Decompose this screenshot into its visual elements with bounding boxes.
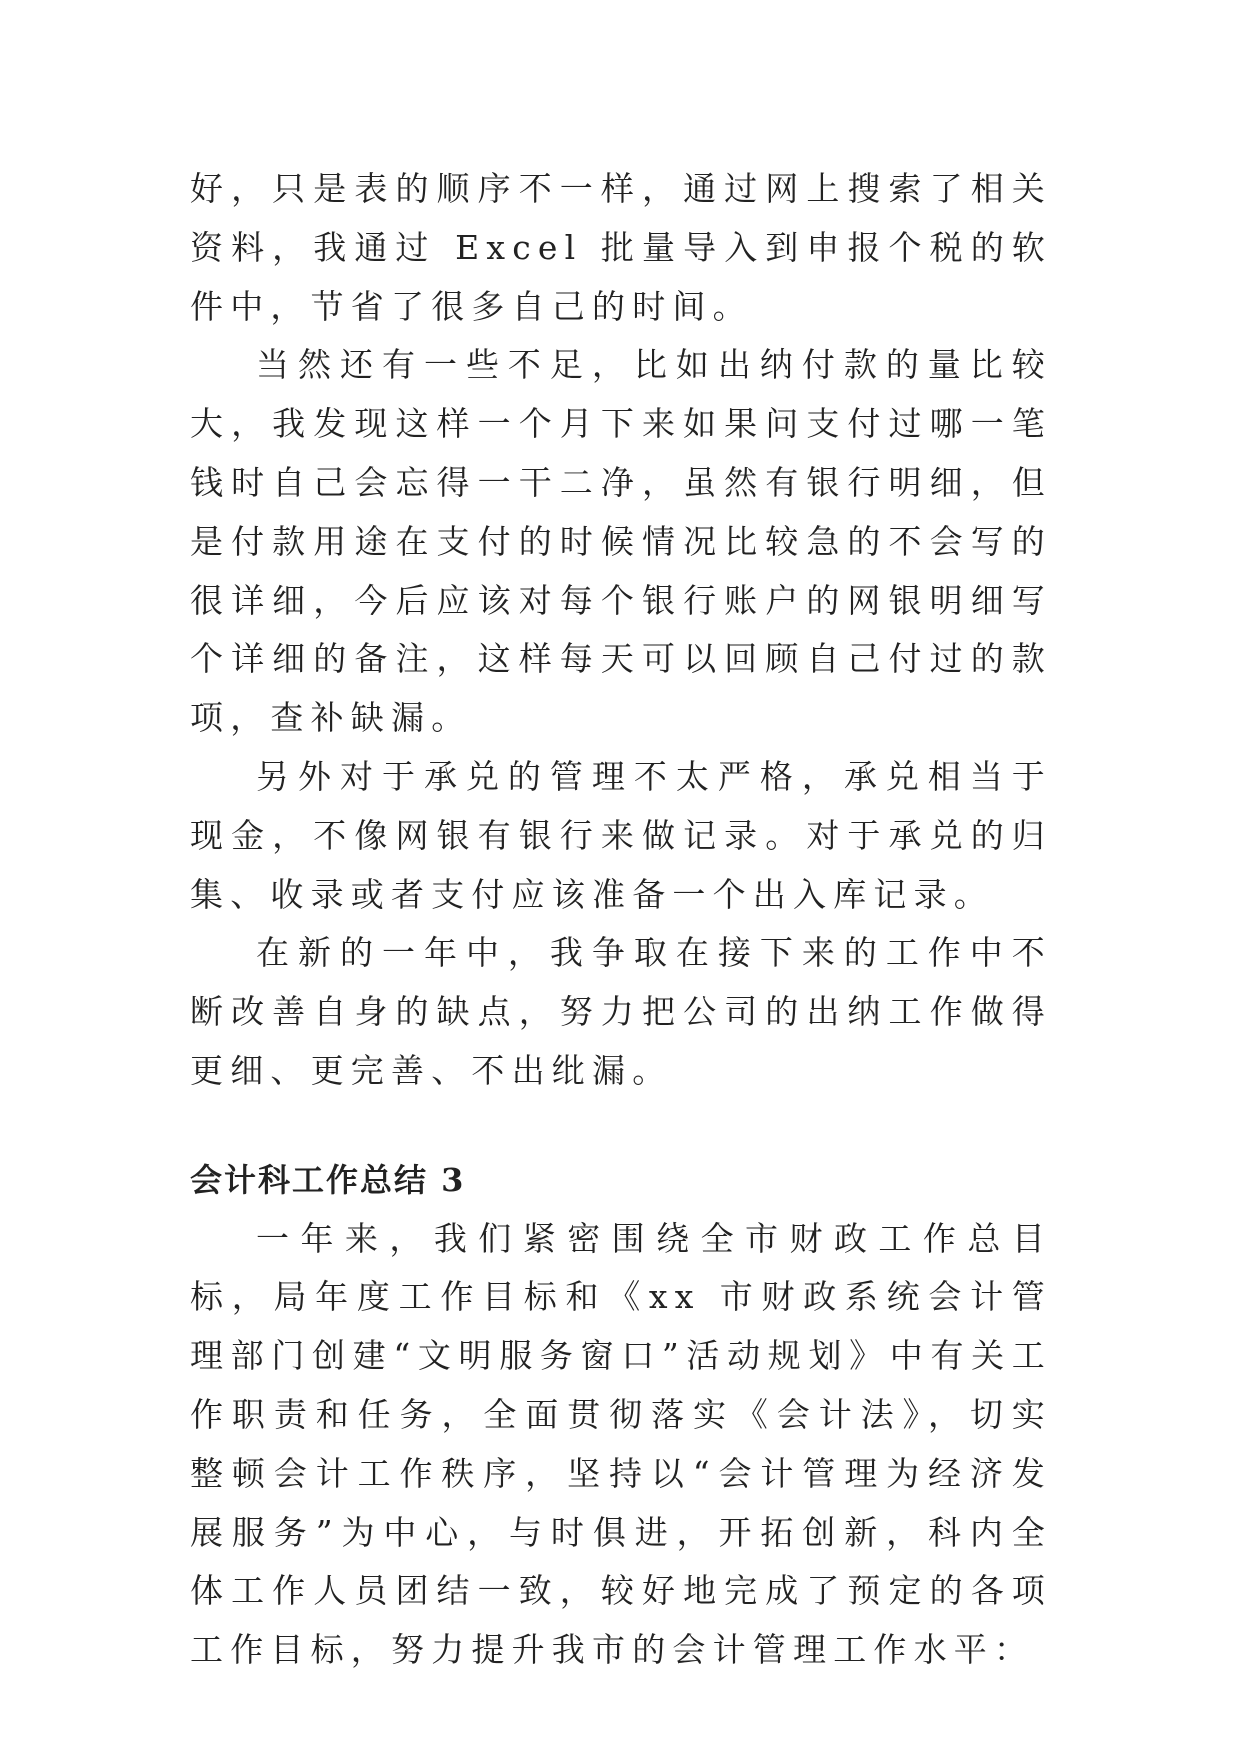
paragraph-acceptance-management: 另外对于承兑的管理不太严格，承兑相当于现金，不像网银有银行来做记录。对于承兑的归集、收录或者支付应该准备一个出入库记录。 — [190, 756, 1052, 914]
paragraph-continuation: 好，只是表的顺序不一样，通过网上搜索了相关资料，我通过 Excel 批量导入到申报个税的软件中，节省了很多自己的时间。 — [190, 169, 1052, 326]
paragraph-annual-summary: 一年来，我们紧密围绕全市财政工作总目标，局年度工作目标和《xx 市财政系统会计管理部门创建“文明服务窗口”活动规划》中有关工作职责和任务，全面贯彻落实《会计法》，切实整顿会计工作秩序，坚持以“会计管理为经济发展服务”为中心，与时俱进，开拓创新，科内全体工作人员团结一致，较好地完成了预定的各项工作目标，努力提升我市的会计管理工作水平： — [190, 1218, 1052, 1670]
section-title: 会计科工作总结 3 — [190, 1160, 466, 1199]
paragraph-new-year-goals: 在新的一年中，我争取在接下来的工作中不断改善自身的缺点，努力把公司的出纳工作做得更细、更完善、不出纰漏。 — [190, 933, 1052, 1090]
paragraph-shortcomings: 当然还有一些不足，比如出纳付款的量比较大，我发现这样一个月下来如果问支付过哪一笔钱时自己会忘得一干二净，虽然有银行明细，但是付款用途在支付的时候情况比较急的不会写的很详细，今后应该对每个银行账户的网银明细写个详细的备注，这样每天可以回顾自己付过的款项，查补缺漏。 — [190, 345, 1052, 738]
document-body — [190, 160, 1052, 1680]
